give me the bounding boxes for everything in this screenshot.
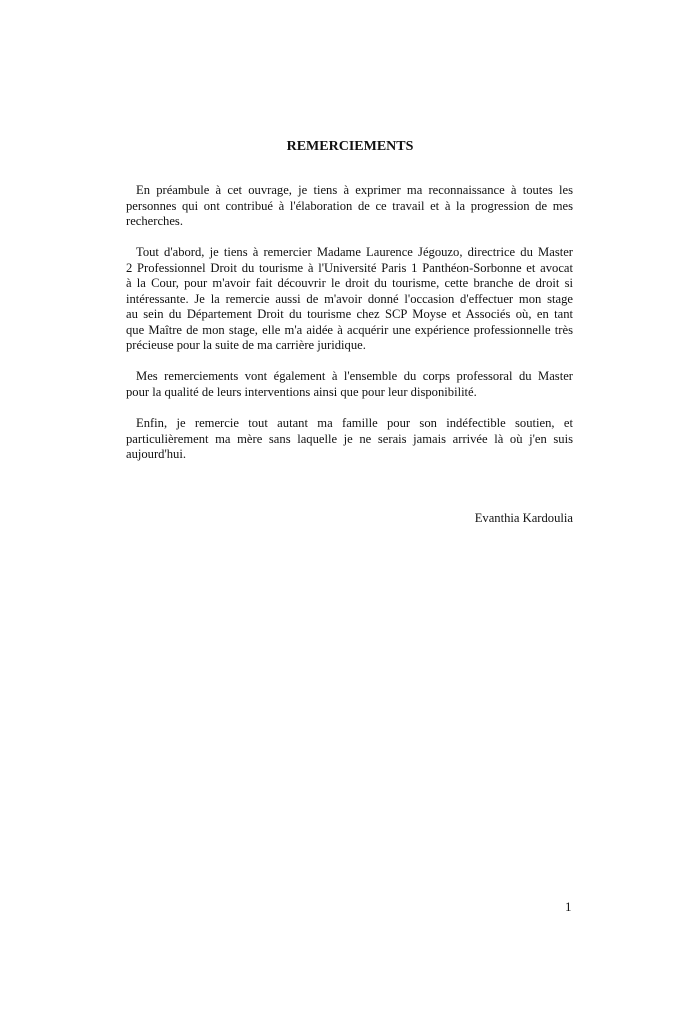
text-line: particulièrement ma mère sans laquelle je ne serais jamais arrivée là où j'en suis: [126, 431, 573, 446]
text-line: 2 Professionnel Droit du tourisme à l'Université Paris 1 Panthéon-Sorbonne et avocat: [126, 260, 573, 275]
text-line: Enfin, je remercie tout autant ma famille pour son indéfectible soutien, et: [136, 416, 573, 430]
paragraph-director: [126, 245, 573, 354]
paragraph-intro: [126, 183, 573, 230]
signature: Evanthia Kardoulia: [474, 511, 573, 525]
paragraph-faculty: [126, 369, 573, 400]
page-number: 1: [565, 899, 572, 914]
page-title: REMERCIEMENTS: [286, 139, 414, 154]
text-line: Tout d'abord, je tiens à remercier Madame Laurence Jégouzo, directrice du Master: [136, 245, 573, 259]
text-line: que Maître de mon stage, elle m'a aidée à acquérir une expérience professionnelle très: [126, 322, 573, 337]
text-line: au sein du Département Droit du tourisme chez SCP Moyse et Associés où, en tant: [126, 307, 573, 321]
text-line: En préambule à cet ouvrage, je tiens à exprimer ma reconnaissance à toutes les: [136, 183, 573, 197]
text-line: intéressante. Je la remercie aussi de m'avoir donné l'occasion d'effectuer mon stage: [126, 291, 573, 306]
text-line: à la Cour, pour m'avoir fait découvrir le droit du tourisme, cette branche de droit si: [126, 276, 573, 290]
text-line: précieuse pour la suite de ma carrière juridique.: [126, 338, 366, 352]
text-line: Mes remerciements vont également à l'ensemble du corps professoral du Master: [136, 369, 573, 383]
paragraph-family: [126, 416, 573, 463]
text-line: recherches.: [126, 214, 183, 228]
text-line: pour la qualité de leurs interventions ainsi que pour leur disponibilité.: [126, 384, 477, 399]
text-line: personnes qui ont contribué à l'élaboration de ce travail et à la progression de mes: [126, 198, 573, 213]
text-line: aujourd'hui.: [126, 447, 186, 461]
